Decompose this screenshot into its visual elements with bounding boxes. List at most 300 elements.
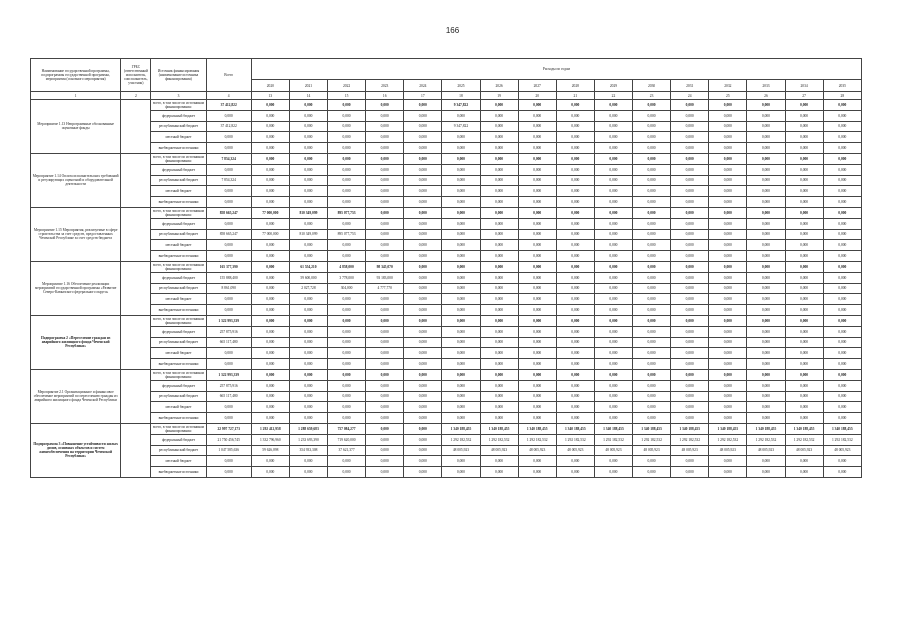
year-value-cell: 0,000: [633, 251, 671, 262]
year-value-cell: 0,000: [518, 229, 556, 240]
year-value-cell: 1 292 182,532: [747, 434, 785, 445]
table-row: [31, 369, 862, 380]
funding-source: федеральный бюджет: [151, 272, 206, 283]
year-value-cell: 0,000: [785, 315, 823, 326]
year-value-cell: 0,000: [747, 359, 785, 370]
year-value-cell: 1 340 188,455: [671, 423, 709, 434]
year-value-cell: 0,000: [823, 197, 861, 208]
year-value-cell: 0,000: [404, 369, 442, 380]
header-year: 2020: [251, 80, 289, 92]
year-value-cell: 0,000: [633, 218, 671, 229]
year-value-cell: 0,000: [404, 305, 442, 316]
year-value-cell: 0,000: [747, 380, 785, 391]
year-value-cell: 0,000: [366, 240, 404, 251]
year-value-cell: 48 005,923: [518, 445, 556, 456]
year-value-cell: 0,000: [366, 132, 404, 143]
column-number: 22: [594, 92, 632, 100]
year-value-cell: 0,000: [289, 110, 327, 121]
year-value-cell: 0,000: [328, 413, 366, 424]
year-value-cell: 0,000: [366, 175, 404, 186]
year-value-cell: 0,000: [671, 132, 709, 143]
year-value-cell: 0,000: [328, 143, 366, 154]
year-value-cell: 0,000: [633, 337, 671, 348]
total-cell: 0,000: [206, 197, 251, 208]
year-value-cell: 0,000: [594, 153, 632, 164]
header-year: 2024: [404, 80, 442, 92]
year-value-cell: 0,000: [556, 261, 594, 272]
year-value-cell: 0,000: [709, 294, 747, 305]
year-value-cell: 0,000: [823, 110, 861, 121]
table-row: [31, 143, 862, 154]
year-value-cell: 0,000: [442, 218, 480, 229]
year-value-cell: 0,000: [404, 121, 442, 132]
year-value-cell: 1 292 182,532: [709, 434, 747, 445]
year-value-cell: 0,000: [823, 251, 861, 262]
year-value-cell: 0,000: [328, 315, 366, 326]
year-value-cell: 0,000: [671, 294, 709, 305]
year-value-cell: 0,000: [442, 380, 480, 391]
total-cell: 257 875,916: [206, 326, 251, 337]
grbs-cell: [121, 369, 151, 423]
year-value-cell: 1 340 188,455: [823, 423, 861, 434]
header-year: 2029: [594, 80, 632, 92]
year-value-cell: 0,000: [328, 153, 366, 164]
year-value-cell: 0,000: [671, 369, 709, 380]
year-value-cell: 0,000: [709, 369, 747, 380]
header-year: 2023: [366, 80, 404, 92]
year-value-cell: 0,000: [823, 132, 861, 143]
year-value-cell: 0,000: [404, 240, 442, 251]
table-row: [31, 207, 862, 218]
year-value-cell: 0,000: [328, 110, 366, 121]
year-value-cell: 0,000: [709, 402, 747, 413]
year-value-cell: 0,000: [633, 132, 671, 143]
year-value-cell: 0,000: [289, 218, 327, 229]
year-value-cell: 0,000: [442, 283, 480, 294]
year-value-cell: 0,000: [633, 240, 671, 251]
year-value-cell: 0,000: [671, 467, 709, 478]
total-cell: 858 665,247: [206, 207, 251, 218]
year-value-cell: 0,000: [785, 207, 823, 218]
year-value-cell: 0,000: [251, 175, 289, 186]
year-value-cell: 0,000: [556, 110, 594, 121]
year-value-cell: 0,000: [518, 207, 556, 218]
year-value-cell: 0,000: [366, 413, 404, 424]
column-number: 1: [31, 92, 121, 100]
total-cell: 1 322 993,339: [206, 315, 251, 326]
table-row: [31, 197, 862, 208]
year-value-cell: 0,000: [747, 369, 785, 380]
year-value-cell: 0,000: [556, 402, 594, 413]
year-value-cell: 0,000: [633, 100, 671, 111]
year-value-cell: 0,000: [404, 434, 442, 445]
year-value-cell: 0,000: [594, 272, 632, 283]
year-value-cell: 0,000: [518, 283, 556, 294]
year-value-cell: 0,000: [328, 456, 366, 467]
year-value-cell: 0,000: [823, 283, 861, 294]
year-value-cell: 1 292 182,532: [823, 434, 861, 445]
funding-source: федеральный бюджет: [151, 326, 206, 337]
year-value-cell: 0,000: [556, 337, 594, 348]
year-value-cell: 0,000: [785, 326, 823, 337]
year-value-cell: 0,000: [251, 110, 289, 121]
header-year: 2027: [518, 80, 556, 92]
year-value-cell: 1 340 188,455: [442, 423, 480, 434]
header-year: 2028: [556, 80, 594, 92]
year-value-cell: 0,000: [747, 337, 785, 348]
column-number: 27: [785, 92, 823, 100]
year-value-cell: 0,000: [518, 369, 556, 380]
year-value-cell: 0,000: [671, 100, 709, 111]
year-value-cell: 0,000: [366, 434, 404, 445]
year-value-cell: 1 292 182,532: [480, 434, 518, 445]
year-value-cell: 48 005,923: [709, 445, 747, 456]
year-value-cell: 0,000: [404, 380, 442, 391]
year-value-cell: 0,000: [442, 207, 480, 218]
total-cell: 0,000: [206, 186, 251, 197]
year-value-cell: 0,000: [594, 315, 632, 326]
year-value-cell: 0,000: [518, 315, 556, 326]
total-cell: 0,000: [206, 359, 251, 370]
year-value-cell: 0,000: [442, 272, 480, 283]
total-cell: 0,000: [206, 348, 251, 359]
year-value-cell: 0,000: [747, 348, 785, 359]
year-value-cell: 0,000: [442, 164, 480, 175]
year-value-cell: 0,000: [251, 164, 289, 175]
year-value-cell: 0,000: [633, 143, 671, 154]
year-value-cell: 0,000: [251, 467, 289, 478]
year-value-cell: 1 340 188,455: [518, 423, 556, 434]
year-value-cell: 0,000: [747, 175, 785, 186]
year-value-cell: 0,000: [747, 143, 785, 154]
year-value-cell: 0,000: [747, 207, 785, 218]
year-value-cell: 0,000: [556, 391, 594, 402]
table-row: [31, 218, 862, 229]
table-row: [31, 153, 862, 164]
year-value-cell: 0,000: [366, 315, 404, 326]
year-value-cell: 0,000: [594, 380, 632, 391]
year-value-cell: 0,000: [785, 164, 823, 175]
column-number: 2: [121, 92, 151, 100]
total-cell: 257 875,916: [206, 380, 251, 391]
year-value-cell: 0,000: [289, 456, 327, 467]
year-value-cell: 1 292 182,532: [633, 434, 671, 445]
year-value-cell: 0,000: [785, 369, 823, 380]
year-value-cell: 895 077,753: [328, 229, 366, 240]
year-value-cell: 0,000: [442, 251, 480, 262]
year-value-cell: 0,000: [480, 218, 518, 229]
table-row: [31, 186, 862, 197]
year-value-cell: 0,000: [594, 197, 632, 208]
year-value-cell: 0,000: [518, 100, 556, 111]
year-value-cell: 0,000: [671, 207, 709, 218]
year-value-cell: 0,000: [556, 359, 594, 370]
year-value-cell: 0,000: [518, 218, 556, 229]
table-row: [31, 434, 862, 445]
column-number: 14: [289, 92, 327, 100]
year-value-cell: 0,000: [594, 305, 632, 316]
year-value-cell: 719 620,000: [328, 434, 366, 445]
header-year: 2034: [785, 80, 823, 92]
year-value-cell: 0,000: [366, 121, 404, 132]
grbs-cell: [121, 207, 151, 261]
year-value-cell: 0,000: [518, 261, 556, 272]
program-name: Мероприятие 1.13 Непрограммные обоснованные оценочные фонды: [31, 100, 121, 154]
year-value-cell: 0,000: [442, 229, 480, 240]
column-number: 24: [671, 92, 709, 100]
grbs-cell: [121, 315, 151, 369]
year-value-cell: 0,000: [671, 175, 709, 186]
year-value-cell: 0,000: [518, 164, 556, 175]
year-value-cell: 0,000: [823, 240, 861, 251]
year-value-cell: 0,000: [366, 467, 404, 478]
year-value-cell: 0,000: [785, 110, 823, 121]
year-value-cell: 0,000: [518, 110, 556, 121]
year-value-cell: 0,000: [442, 153, 480, 164]
year-value-cell: 0,000: [518, 326, 556, 337]
year-value-cell: 0,000: [328, 100, 366, 111]
year-value-cell: 0,000: [671, 240, 709, 251]
year-value-cell: 0,000: [404, 218, 442, 229]
year-value-cell: 0,000: [289, 251, 327, 262]
program-name: Подпрограмма 2 «Переселение граждан из аварийного жилищного фонда Чеченской Республики»: [31, 315, 121, 369]
funding-source: всего, в том числе по источникам финансирования:: [151, 153, 206, 164]
year-value-cell: 48 005,923: [671, 445, 709, 456]
year-value-cell: 0,000: [823, 326, 861, 337]
year-value-cell: 0,000: [594, 326, 632, 337]
year-value-cell: 0,000: [747, 283, 785, 294]
header-year: 2033: [747, 80, 785, 92]
table-row: [31, 261, 862, 272]
year-value-cell: 0,000: [289, 467, 327, 478]
year-value-cell: 0,000: [709, 359, 747, 370]
year-value-cell: 0,000: [480, 413, 518, 424]
year-value-cell: 37 621,377: [328, 445, 366, 456]
year-value-cell: 0,000: [823, 467, 861, 478]
year-value-cell: 0,000: [556, 348, 594, 359]
year-value-cell: 0,000: [594, 348, 632, 359]
year-value-cell: 0,000: [289, 369, 327, 380]
column-number: 20: [518, 92, 556, 100]
year-value-cell: 0,000: [747, 110, 785, 121]
year-value-cell: 0,000: [289, 132, 327, 143]
year-value-cell: 0,000: [404, 294, 442, 305]
funding-source: внебюджетные источники: [151, 413, 206, 424]
year-value-cell: 0,000: [633, 207, 671, 218]
year-value-cell: 0,000: [289, 380, 327, 391]
total-cell: 0,000: [206, 240, 251, 251]
header-year: 2031: [671, 80, 709, 92]
table-row: [31, 294, 862, 305]
year-value-cell: 0,000: [709, 337, 747, 348]
year-value-cell: 0,000: [366, 359, 404, 370]
year-value-cell: 0,000: [556, 251, 594, 262]
year-value-cell: 0,000: [823, 100, 861, 111]
year-value-cell: 0,000: [747, 251, 785, 262]
header-year: 2030: [633, 80, 671, 92]
total-cell: 8 861,090: [206, 283, 251, 294]
year-value-cell: 0,000: [251, 153, 289, 164]
year-value-cell: 0,000: [480, 391, 518, 402]
year-value-cell: 0,000: [289, 186, 327, 197]
funding-source: внебюджетные источники: [151, 467, 206, 478]
year-value-cell: 0,000: [480, 305, 518, 316]
year-value-cell: 0,000: [785, 348, 823, 359]
year-value-cell: 0,000: [747, 153, 785, 164]
year-value-cell: 0,000: [251, 143, 289, 154]
year-value-cell: 0,000: [823, 337, 861, 348]
year-value-cell: 0,000: [518, 272, 556, 283]
year-value-cell: 0,000: [633, 164, 671, 175]
year-value-cell: 0,000: [671, 186, 709, 197]
year-value-cell: 0,000: [518, 294, 556, 305]
year-value-cell: 0,000: [556, 413, 594, 424]
year-value-cell: 0,000: [404, 153, 442, 164]
year-value-cell: 0,000: [785, 251, 823, 262]
year-value-cell: 0,000: [404, 348, 442, 359]
funding-source: местный бюджет: [151, 294, 206, 305]
year-value-cell: 0,000: [480, 186, 518, 197]
year-value-cell: 0,000: [671, 391, 709, 402]
year-value-cell: 0,000: [671, 251, 709, 262]
year-value-cell: 0,000: [442, 110, 480, 121]
year-value-cell: 0,000: [823, 359, 861, 370]
year-value-cell: 0,000: [366, 391, 404, 402]
year-value-cell: 0,000: [747, 197, 785, 208]
table-row: [31, 283, 862, 294]
year-value-cell: 0,000: [404, 283, 442, 294]
year-value-cell: 0,000: [480, 283, 518, 294]
year-value-cell: 0,000: [251, 402, 289, 413]
year-value-cell: 48 005,923: [594, 445, 632, 456]
year-value-cell: 0,000: [289, 305, 327, 316]
year-value-cell: 0,000: [404, 359, 442, 370]
year-value-cell: 0,000: [518, 121, 556, 132]
year-value-cell: 0,000: [480, 153, 518, 164]
table-row: [31, 326, 862, 337]
program-name: Мероприятие 1.15 Мероприятия, реализуемые в сфере строительства за счет средств, предоставленных Чеченской Республике за счет средств бюджета: [31, 207, 121, 261]
year-value-cell: 0,000: [328, 175, 366, 186]
program-name: Мероприятие 1.14 Оплата исполнительских требований и регулирующих оценочной и оборудовательной деятельности: [31, 153, 121, 207]
year-value-cell: 0,000: [442, 240, 480, 251]
year-value-cell: 1 288 659,683: [289, 423, 327, 434]
year-value-cell: 0,000: [785, 229, 823, 240]
year-value-cell: 0,000: [366, 186, 404, 197]
total-cell: 858 665,247: [206, 229, 251, 240]
year-value-cell: 0,000: [251, 283, 289, 294]
year-value-cell: 0,000: [594, 402, 632, 413]
year-value-cell: 0,000: [289, 326, 327, 337]
grbs-cell: [121, 153, 151, 207]
total-cell: 0,000: [206, 305, 251, 316]
year-value-cell: 0,000: [785, 413, 823, 424]
funding-source: республиканский бюджет: [151, 391, 206, 402]
year-value-cell: 0,000: [633, 315, 671, 326]
year-value-cell: 0,000: [709, 164, 747, 175]
table-row: [31, 315, 862, 326]
year-value-cell: 1 340 188,455: [480, 423, 518, 434]
year-value-cell: 0,000: [709, 456, 747, 467]
funding-source: внебюджетные источники: [151, 305, 206, 316]
year-value-cell: 1 340 188,455: [594, 423, 632, 434]
year-value-cell: 0,000: [823, 229, 861, 240]
year-value-cell: 0,000: [480, 251, 518, 262]
year-value-cell: 0,000: [480, 197, 518, 208]
total-cell: 0,000: [206, 402, 251, 413]
year-value-cell: 0,000: [251, 294, 289, 305]
year-value-cell: 0,000: [251, 337, 289, 348]
year-value-cell: 810 349,099: [289, 207, 327, 218]
year-value-cell: 0,000: [404, 315, 442, 326]
header-year: 2026: [480, 80, 518, 92]
year-value-cell: 0,000: [633, 272, 671, 283]
year-value-cell: 0,000: [556, 132, 594, 143]
year-value-cell: 0,000: [671, 413, 709, 424]
year-value-cell: 0,000: [328, 369, 366, 380]
year-value-cell: 0,000: [747, 132, 785, 143]
year-value-cell: 0,000: [594, 164, 632, 175]
year-value-cell: 2 027,728: [289, 283, 327, 294]
year-value-cell: 48 005,923: [633, 445, 671, 456]
year-value-cell: 48 005,923: [442, 445, 480, 456]
year-value-cell: 0,000: [404, 229, 442, 240]
funding-source: местный бюджет: [151, 348, 206, 359]
year-value-cell: 0,000: [289, 240, 327, 251]
total-cell: 0,000: [206, 467, 251, 478]
year-value-cell: 0,000: [518, 467, 556, 478]
year-value-cell: 0,000: [633, 413, 671, 424]
year-value-cell: 0,000: [747, 272, 785, 283]
year-value-cell: 0,000: [709, 121, 747, 132]
year-value-cell: 0,000: [480, 326, 518, 337]
year-value-cell: 0,000: [633, 153, 671, 164]
year-value-cell: 0,000: [709, 153, 747, 164]
year-value-cell: 0,000: [556, 467, 594, 478]
year-value-cell: 0,000: [594, 121, 632, 132]
year-value-cell: 0,000: [594, 110, 632, 121]
year-value-cell: 0,000: [594, 413, 632, 424]
page-number: 166: [445, 26, 460, 35]
year-value-cell: 0,000: [518, 456, 556, 467]
year-value-cell: 0,000: [747, 121, 785, 132]
year-value-cell: 0,000: [747, 467, 785, 478]
funding-source: всего, в том числе по источникам финансирования:: [151, 207, 206, 218]
header-row: [31, 59, 862, 80]
year-value-cell: 0,000: [633, 326, 671, 337]
table-row: [31, 380, 862, 391]
year-value-cell: 0,000: [785, 456, 823, 467]
year-value-cell: 0,000: [709, 380, 747, 391]
year-value-cell: 0,000: [404, 175, 442, 186]
year-value-cell: 0,000: [404, 143, 442, 154]
year-value-cell: 0,000: [747, 456, 785, 467]
table-row: [31, 132, 862, 143]
year-value-cell: 0,000: [480, 164, 518, 175]
year-value-cell: 1 292 182,532: [785, 434, 823, 445]
year-value-cell: 0,000: [480, 207, 518, 218]
year-value-cell: 0,000: [251, 348, 289, 359]
year-value-cell: 0,000: [480, 100, 518, 111]
header-grbs: ГРБС (ответственный исполнитель, соисполнитель, участник): [121, 59, 151, 92]
year-value-cell: 0,000: [289, 121, 327, 132]
year-value-cell: 0,000: [328, 326, 366, 337]
year-value-cell: 0,000: [366, 402, 404, 413]
year-value-cell: 0,000: [480, 229, 518, 240]
year-value-cell: 0,000: [289, 153, 327, 164]
header-source: Источник финансирования (наименование источника финансирования): [151, 59, 206, 92]
year-value-cell: 0,000: [633, 402, 671, 413]
year-value-cell: 0,000: [289, 413, 327, 424]
